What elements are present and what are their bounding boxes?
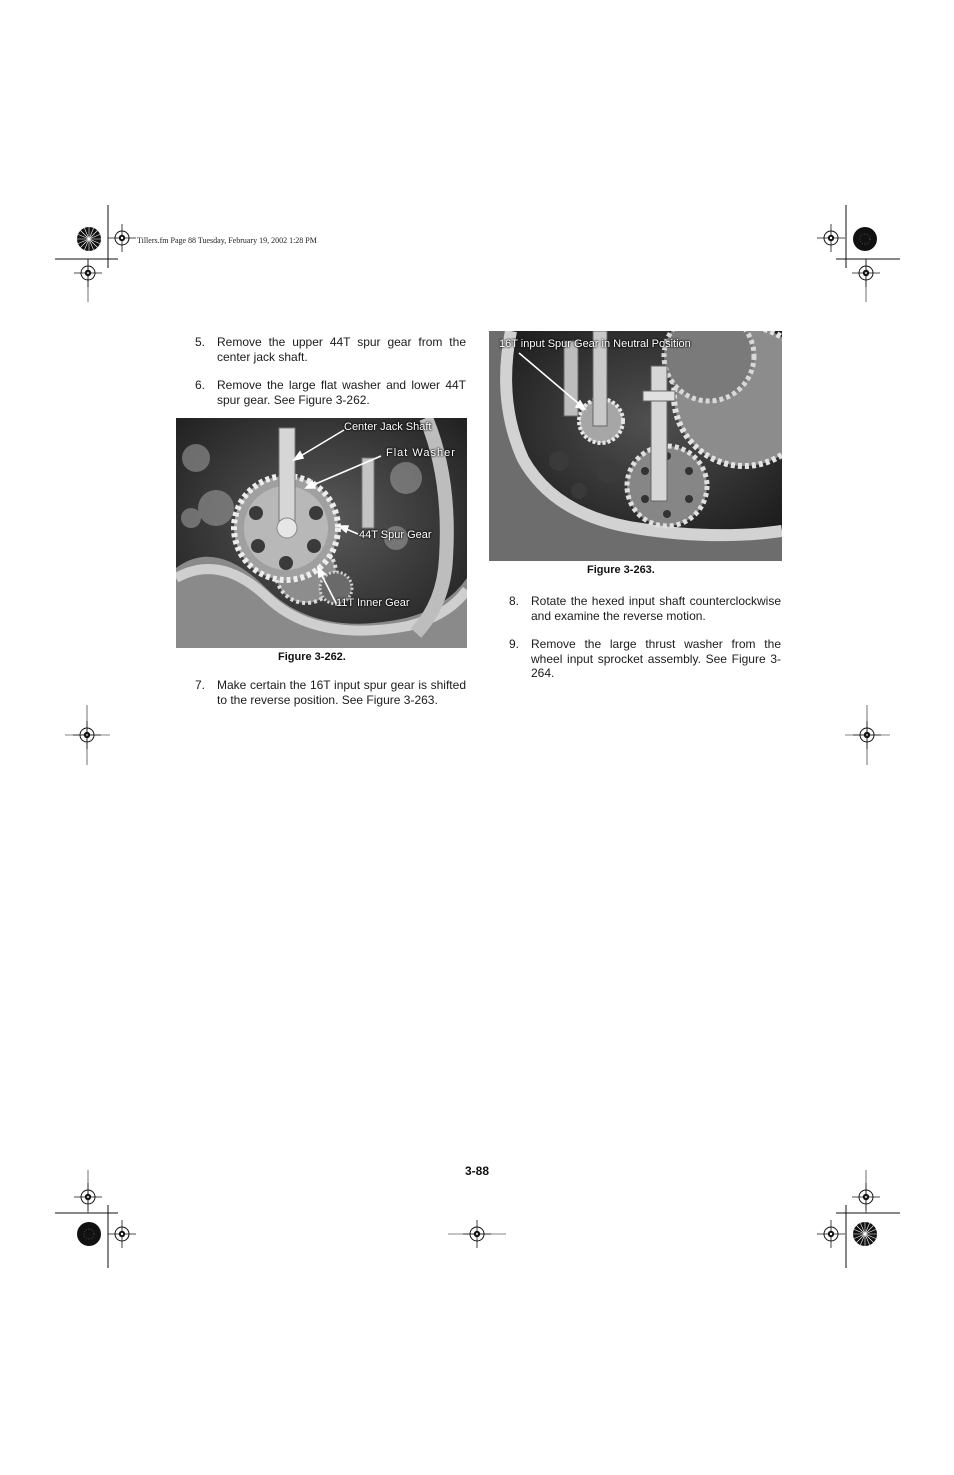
figure-caption: Figure 3-262. [278,651,346,663]
figure-caption: Figure 3-263. [587,564,655,576]
figure-3-262-photo [176,418,467,648]
step-7 [195,678,466,708]
page-number: 3-88 [465,1164,490,1178]
photo-label: 11T Inner Gear [336,597,410,609]
step-number: 5. [195,335,206,349]
step-9 [509,637,781,682]
photo-label: 44T Spur Gear [359,529,432,541]
step-number: 9. [509,637,520,651]
step-8 [509,594,781,624]
step-text: Make certain the 16T input spur gear is shifted to the reverse position. See Figure 3-263. [217,678,466,707]
step-number: 7. [195,678,206,692]
photo-label: Flat Washer [386,447,456,459]
step-text: Remove the large flat washer and lower 44T spur gear. See Figure 3-262. [217,378,466,407]
step-text: Rotate the hexed input shaft counterclockwise and examine the reverse motion. [531,594,781,623]
figure-3-263-photo [489,331,782,561]
step-5 [195,335,466,365]
step-text: Remove the large thrust washer from the wheel input sprocket assembly. See Figure 3-264. [531,637,781,680]
step-6 [195,378,466,408]
step-number: 8. [509,594,520,608]
step-text: Remove the upper 44T spur gear from the center jack shaft. [217,335,466,364]
photo-label: 16T input Spur Gear in Neutral Position [499,338,691,350]
file-stamp: Tillers.fm Page 88 Tuesday, February 19, 2002 1:28 PM [137,236,317,245]
photo-label: Center Jack Shaft [344,421,432,433]
step-number: 6. [195,378,206,392]
